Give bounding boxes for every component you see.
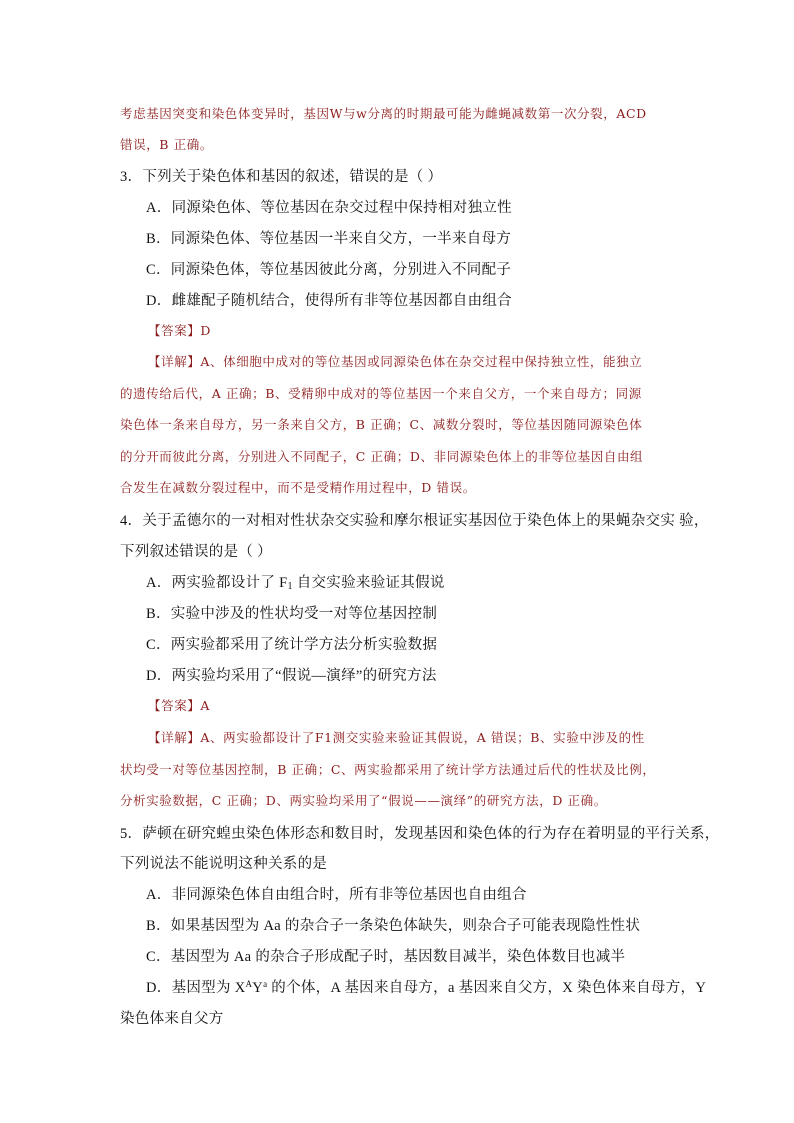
prev-explain-line-1: 考虑基因突变和染色体变异时，基因W与w分离的时期最可能为雌蝇减数第一次分裂，ACD xyxy=(120,106,647,121)
q5-option-d xyxy=(146,976,706,997)
q4-option-a xyxy=(146,571,445,592)
q3-option-a: A．同源染色体、等位基因在杂交过程中保持相对独立性 xyxy=(146,200,512,216)
q4-option-a-subscript: 1 xyxy=(287,581,293,592)
prev-explain-line-2: 错误，B 正确。 xyxy=(120,137,213,152)
q5-option-d-pre: D．基因型为 X xyxy=(146,980,246,996)
q5-option-d-sup-1: A xyxy=(245,979,253,989)
q5-option-a: A．非同源染色体自由组合时，所有非等位基因也自由组合 xyxy=(146,887,527,903)
q4-explain-line-2: 状均受一对等位基因控制，B 正确；C、两实验都采用了统计学方法通过后代的性状及比例， xyxy=(120,762,656,777)
q3-explain-line-2: 的遗传给后代，A 正确；B、受精卵中成对的等位基因一个来自父方，一个来自母方；同源 xyxy=(120,386,642,401)
q4-option-c: C．两实验都采用了统计学方法分析实验数据 xyxy=(146,637,438,653)
q4-explain-line-1: 【详解】A、两实验都设计了F1测交实验来验证其假说，A 错误；B、实验中涉及的性 xyxy=(148,730,645,745)
q5-stem-line-2: 下列说法不能说明这种关系的是 xyxy=(120,856,328,872)
q4-explain-line-3: 分析实验数据，C 正确；D、两实验均采用了“假说——演绎”的研究方法，D 正确。 xyxy=(120,793,607,808)
q4-option-d: D．两实验均采用了“假说—演绎”的研究方法 xyxy=(146,668,437,684)
q4-stem-line-2: 下列叙述错误的是（ ） xyxy=(120,544,272,560)
q5-stem-line-1: 5．萨顿在研究蝗虫染色体形态和数目时，发现基因和染色体的行为存在着明显的平行关系， xyxy=(120,826,720,842)
q5-option-c: C．基因型为 Aa 的杂合子形成配子时，基因数目减半，染色体数目也减半 xyxy=(146,949,626,965)
q4-stem-line-1: 4．关于孟德尔的一对相对性状杂交实验和摩尔根证实基因位于染色体上的果蝇杂交实 验， xyxy=(120,513,709,529)
q3-explain-line-1: 【详解】A、体细胞中成对的等位基因或同源染色体在杂交过程中保持独立性，能独立 xyxy=(148,354,643,369)
q4-option-b: B．实验中涉及的性状均受一对等位基因控制 xyxy=(146,606,438,622)
q3-answer: 【答案】D xyxy=(148,323,212,338)
q5-option-d-mid: Y xyxy=(252,980,264,996)
q3-explain-line-3: 染色体一条来自母方，另一条来自父方，B 正确；C、减数分裂时，等位基因随同源染色体 xyxy=(120,417,643,432)
q3-explain-line-5: 合发生在减数分裂过程中，而不是受精作用过程中，D 错误。 xyxy=(120,480,476,495)
q3-stem: 3．下列关于染色体和基因的叙述，错误的是（ ） xyxy=(120,169,443,185)
q3-option-c: C．同源染色体，等位基因彼此分离，分别进入不同配子 xyxy=(146,262,512,278)
q5-option-b: B．如果基因型为 Aa 的杂合子一条染色体缺失，则杂合子可能表现隐性性状 xyxy=(146,918,641,934)
q4-option-a-pre: A．两实验都设计了 F xyxy=(146,575,288,591)
q3-option-b: B．同源染色体、等位基因一半来自父方，一半来自母方 xyxy=(146,231,512,247)
q4-option-a-post: 自交实验来验证其假说 xyxy=(292,575,445,591)
q5-option-d-post: 的个体，A 基因来自母方，a 基因来自父方，X 染色体来自母方，Y xyxy=(267,980,707,996)
q5-option-d-line-2: 染色体来自父方 xyxy=(120,1011,224,1027)
q3-explain-line-4: 的分开而彼此分离，分别进入不同配子，C 正确；D、非同源染色体上的非等位基因自由组 xyxy=(120,449,644,464)
q3-option-d: D．雌雄配子随机结合，使得所有非等位基因都自由组合 xyxy=(146,293,512,309)
q4-answer: 【答案】A xyxy=(148,698,211,713)
q5-option-d-sup-2: a xyxy=(263,979,268,989)
